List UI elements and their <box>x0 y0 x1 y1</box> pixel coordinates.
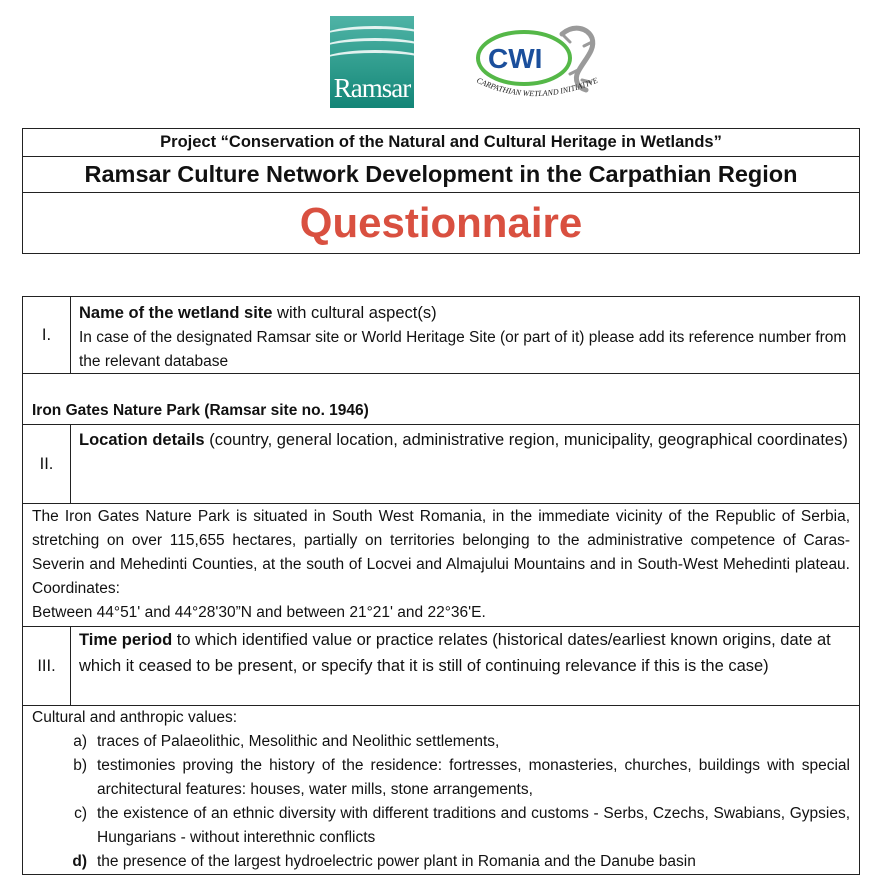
logo-bar <box>0 14 882 110</box>
question-number: III. <box>23 627 71 705</box>
question-subtitle: In case of the designated Ramsar site or World Heritage Site (or part of it) please add its reference number from the relevant database <box>79 329 847 370</box>
question-row-1 <box>23 297 859 374</box>
question-title: Time period to which identified value or practice relates (historical dates/earliest known origins, date at which it ceased to be present, or specify that it is still of continuing relevance if this is the case) <box>79 631 831 675</box>
list-item: c) the existence of an ethnic diversity with different traditions and customs - Serbs, Czechs, Swabians, Gypsies, Hungarians - without interethnic conflicts <box>74 805 850 846</box>
list-item: b) testimonies proving the history of the residence: fortresses, monasteries, churches, buildings with special architectural features: houses, water mills, stone arrangements, <box>73 757 850 798</box>
cwi-logo-text: CWI <box>488 43 543 74</box>
question-row-3 <box>23 627 859 706</box>
page-title: Questionnaire <box>299 199 583 246</box>
question-title: Name of the wetland site with cultural aspect(s) <box>79 304 437 322</box>
list-item: a) traces of Palaeolithic, Mesolithic and Neolithic settlements, <box>73 733 500 750</box>
cwi-logo-subtext: CARPATHIAN WETLAND INITIATIVE <box>475 75 600 99</box>
values-list <box>32 730 850 874</box>
answer-2: The Iron Gates Nature Park is situated in South West Romania, in the immediate vicinity of the Republic of Serbia, stretching on over 115,655 hectares, partially on territories belonging to the administrative competence of Caras-Severin and Mehedinti Counties, at the south of Locvei and Almajului Mountains and in South-West Mehedinti plateau. Coordinates: Between 44°51' and 44°28'30”N and between 21°21' and 22°36'E. <box>23 504 859 627</box>
list-item: d) the presence of the largest hydroelectric power plant in Romania and the Danube basin <box>72 853 696 870</box>
project-title: Project “Conservation of the Natural and Cultural Heritage in Wetlands” <box>23 129 859 157</box>
questionnaire-table <box>22 296 860 875</box>
header-table <box>22 128 860 254</box>
question-title: Location details (country, general location, administrative region, municipality, geographical coordinates) <box>79 431 848 449</box>
question-number: II. <box>23 425 71 503</box>
ramsar-logo <box>330 16 414 108</box>
answer-1: Iron Gates Nature Park (Ramsar site no. 1946) <box>23 374 859 425</box>
network-title: Ramsar Culture Network Development in the Carpathian Region <box>23 157 859 193</box>
question-row-2 <box>23 425 859 504</box>
answer-intro: Cultural and anthropic values: <box>32 709 238 726</box>
ramsar-logo-text: Ramsar <box>333 73 411 103</box>
question-number: I. <box>23 297 71 373</box>
cwi-logo <box>466 20 616 110</box>
answer-3 <box>23 706 859 874</box>
